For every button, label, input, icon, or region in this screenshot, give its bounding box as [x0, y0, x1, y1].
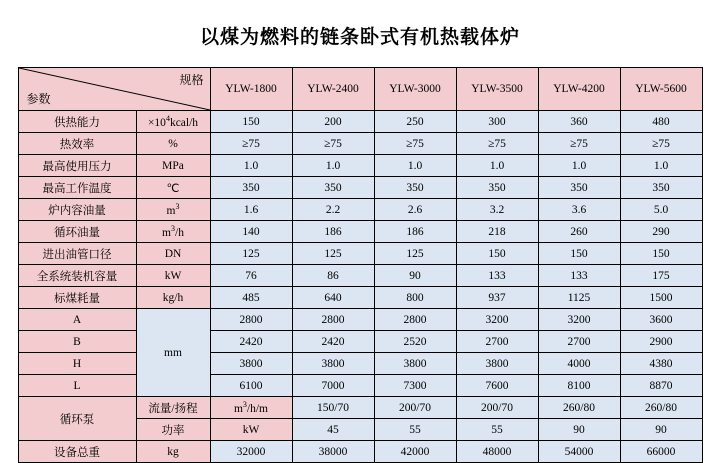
cell-value: 3600 [620, 309, 702, 331]
cell-value: 54000 [538, 441, 620, 463]
unit-suffix: kcal/h [169, 116, 199, 129]
row-unit: kW [136, 265, 210, 287]
dimension-label: B [18, 331, 136, 353]
row-label: 标煤耗量 [18, 287, 136, 309]
cell-value: 200 [292, 111, 374, 133]
cell-value: 350 [210, 177, 292, 199]
cell-value: 8100 [538, 375, 620, 397]
row-unit: % [136, 133, 210, 155]
cell-value: 3200 [538, 309, 620, 331]
cell-value: 55 [374, 419, 456, 441]
row-label: 供热能力 [18, 111, 136, 133]
pump-label: 循环泵 [18, 397, 136, 441]
cell-value: 360 [538, 111, 620, 133]
cell-value: 260 [538, 221, 620, 243]
cell-value: 90 [374, 265, 456, 287]
cell-value: 350 [456, 177, 538, 199]
spec-label: 规格 [179, 73, 204, 87]
cell-value: 2420 [210, 331, 292, 353]
cell-value: 32000 [210, 441, 292, 463]
cell-value: 55 [456, 419, 538, 441]
dimension-label: H [18, 353, 136, 375]
table-row [18, 441, 702, 463]
cell-value: 1500 [620, 287, 702, 309]
cell-value: 1.0 [538, 155, 620, 177]
page-container [0, 22, 720, 459]
dimension-label: A [18, 309, 136, 331]
table-header-row [18, 68, 702, 111]
cell-value: 2.2 [292, 199, 374, 221]
cell-value: 3800 [210, 353, 292, 375]
model-header-2: YLW-2400 [292, 68, 374, 111]
cell-value: 66000 [620, 441, 702, 463]
cell-value: 7600 [456, 375, 538, 397]
unit-suffix: /h/m [246, 402, 269, 415]
cell-value: 186 [374, 221, 456, 243]
cell-value: 7300 [374, 375, 456, 397]
row-unit: MPa [136, 155, 210, 177]
pump-sub-label: 流量/扬程 [136, 397, 210, 419]
cell-value: 250 [374, 111, 456, 133]
cell-value: ≥75 [210, 133, 292, 155]
cell-value: 800 [374, 287, 456, 309]
model-header-1: YLW-1800 [210, 68, 292, 111]
model-header-5: YLW-4200 [538, 68, 620, 111]
cell-value: 2520 [374, 331, 456, 353]
table-row [18, 111, 702, 133]
cell-value: 2700 [456, 331, 538, 353]
dimension-unit: mm [136, 309, 210, 397]
table-row [18, 155, 702, 177]
cell-value: 6100 [210, 375, 292, 397]
cell-value: 140 [210, 221, 292, 243]
row-unit: kg [136, 441, 210, 463]
cell-value: 2.6 [374, 199, 456, 221]
cell-value: 1.6 [210, 199, 292, 221]
cell-value: 8870 [620, 375, 702, 397]
cell-value: 125 [374, 243, 456, 265]
row-unit [136, 221, 210, 243]
cell-value: 480 [620, 111, 702, 133]
row-unit [136, 111, 210, 133]
cell-value: 150 [210, 111, 292, 133]
cell-value: 90 [538, 419, 620, 441]
cell-value: 3.6 [538, 199, 620, 221]
cell-value: 1.0 [374, 155, 456, 177]
row-label: 设备总重 [18, 441, 136, 463]
cell-value: 76 [210, 265, 292, 287]
cell-value: 350 [538, 177, 620, 199]
cell-value: 90 [620, 419, 702, 441]
pump-sub-label: 功率 [136, 419, 210, 441]
cell-value: 3.2 [456, 199, 538, 221]
cell-value: 175 [620, 265, 702, 287]
unit-prefix: m [166, 204, 176, 217]
cell-value: 125 [210, 243, 292, 265]
cell-value: ≥75 [292, 133, 374, 155]
cell-value: 300 [456, 111, 538, 133]
row-unit: ℃ [136, 177, 210, 199]
cell-value: 1.0 [210, 155, 292, 177]
cell-value: 38000 [292, 441, 374, 463]
cell-value: 2800 [374, 309, 456, 331]
cell-value: 4380 [620, 353, 702, 375]
cell-value: 1.0 [620, 155, 702, 177]
table-row [18, 309, 702, 331]
cell-value: ≥75 [620, 133, 702, 155]
cell-value: 350 [292, 177, 374, 199]
unit-prefix: ×10 [147, 116, 166, 129]
cell-value: 937 [456, 287, 538, 309]
table-row [18, 375, 702, 397]
cell-value: 150/70 [292, 397, 374, 419]
cell-value: 2900 [620, 331, 702, 353]
cell-value: 125 [292, 243, 374, 265]
cell-value: 200/70 [374, 397, 456, 419]
specification-table [18, 67, 703, 463]
cell-value: 2700 [538, 331, 620, 353]
row-label: 循环油量 [18, 221, 136, 243]
row-label: 热效率 [18, 133, 136, 155]
unit-superscript: 3 [242, 400, 247, 410]
cell-value: 2800 [210, 309, 292, 331]
cell-value: 1.0 [456, 155, 538, 177]
table-row [18, 331, 702, 353]
cell-value: 48000 [456, 441, 538, 463]
page-title: 以煤为燃料的链条卧式有机热载体炉 [199, 27, 520, 48]
cell-value: 2420 [292, 331, 374, 353]
unit-prefix: m [233, 402, 243, 415]
cell-value: 218 [456, 221, 538, 243]
model-header-4: YLW-3500 [456, 68, 538, 111]
cell-value: 150 [620, 243, 702, 265]
unit-superscript: 4 [165, 114, 170, 124]
cell-value: ≥75 [538, 133, 620, 155]
row-unit [136, 199, 210, 221]
unit-superscript: 3 [171, 224, 175, 234]
cell-value: ≥75 [456, 133, 538, 155]
table-row [18, 243, 702, 265]
row-unit: DN [136, 243, 210, 265]
cell-value: 150 [456, 243, 538, 265]
cell-value: 3200 [456, 309, 538, 331]
row-label: 全系统装机容量 [18, 265, 136, 287]
model-header-6: YLW-5600 [620, 68, 702, 111]
cell-value: 3800 [292, 353, 374, 375]
table-row [18, 221, 702, 243]
cell-value: 290 [620, 221, 702, 243]
row-label: 最高使用压力 [18, 155, 136, 177]
cell-value: 200/70 [456, 397, 538, 419]
cell-value: 1.0 [292, 155, 374, 177]
unit-suffix: /h [175, 226, 184, 239]
cell-value: 1125 [538, 287, 620, 309]
cell-value: 150 [538, 243, 620, 265]
table-row [18, 199, 702, 221]
table-row [18, 133, 702, 155]
cell-value: 133 [456, 265, 538, 287]
cell-value: 260/80 [620, 397, 702, 419]
cell-value: 186 [292, 221, 374, 243]
cell-value: 45 [292, 419, 374, 441]
header-corner-cell [18, 68, 210, 111]
param-label: 参数 [26, 92, 51, 106]
unit-prefix: m [162, 226, 171, 239]
table-row [18, 287, 702, 309]
cell-value: 350 [374, 177, 456, 199]
cell-value: 260/80 [538, 397, 620, 419]
cell-value: 133 [538, 265, 620, 287]
unit-superscript: 3 [175, 202, 180, 212]
table-row [18, 353, 702, 375]
cell-value: 86 [292, 265, 374, 287]
pump-power-unit: kW [210, 419, 292, 441]
row-label: 最高工作温度 [18, 177, 136, 199]
cell-value: 4000 [538, 353, 620, 375]
cell-value: 3800 [456, 353, 538, 375]
cell-value: ≥75 [374, 133, 456, 155]
cell-value: 5.0 [620, 199, 702, 221]
model-header-3: YLW-3000 [374, 68, 456, 111]
table-row [18, 397, 702, 419]
dimension-label: L [18, 375, 136, 397]
cell-value: 485 [210, 287, 292, 309]
pump-unit [210, 397, 292, 419]
cell-value: 2800 [292, 309, 374, 331]
cell-value: 3800 [374, 353, 456, 375]
cell-value: 350 [620, 177, 702, 199]
row-label: 进出油管口径 [18, 243, 136, 265]
row-label: 炉内容油量 [18, 199, 136, 221]
cell-value: 42000 [374, 441, 456, 463]
row-unit: kg/h [136, 287, 210, 309]
cell-value: 640 [292, 287, 374, 309]
table-row [18, 177, 702, 199]
table-row [18, 265, 702, 287]
cell-value: 7000 [292, 375, 374, 397]
